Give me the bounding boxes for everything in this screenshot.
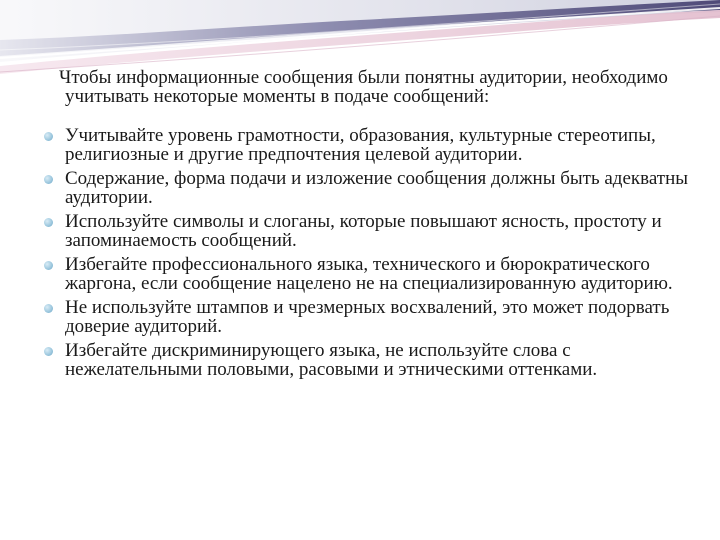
intro-paragraph: Чтобы информационные сообщения были понятны аудитории, необходимо учитывать некоторые моменты в подаче сообщений: (59, 67, 668, 107)
bullet-item (44, 212, 694, 250)
bullet-text: Не используйте штампов и чрезмерных восхвалений, это может подорвать доверие аудиторий. (65, 297, 670, 337)
bullet-text: Содержание, форма подачи и изложение сообщения должны быть адекватны аудитории. (65, 168, 689, 208)
bullet-text: Используйте символы и слоганы, которые повышают ясность, простоту и запоминаемость сообщений. (65, 211, 662, 251)
bullet-list (44, 126, 694, 379)
bullet-item (44, 298, 694, 336)
bullet-marker-icon (44, 304, 53, 313)
bullet-item (44, 126, 694, 164)
slide-content (44, 68, 694, 384)
bullet-item (44, 169, 694, 207)
bullet-marker-icon (44, 218, 53, 227)
bullet-marker-icon (44, 347, 53, 356)
bullet-marker-icon (44, 175, 53, 184)
bullet-item (44, 255, 694, 293)
bullet-marker-icon (44, 261, 53, 270)
bullet-text: Учитывайте уровень грамотности, образования, культурные стереотипы, религиозные и другие предпочтения целевой аудитории. (65, 125, 656, 165)
bullet-text: Избегайте дискриминирующего языка, не используйте слова с нежелательными половыми, расовыми и этническими оттенками. (65, 340, 598, 380)
bullet-marker-icon (44, 132, 53, 141)
bullet-text: Избегайте профессионального языка, технического и бюрократического жаргона, если сообщение нацелено не на специализированную аудиторию. (65, 254, 673, 294)
bullet-item (44, 341, 694, 379)
